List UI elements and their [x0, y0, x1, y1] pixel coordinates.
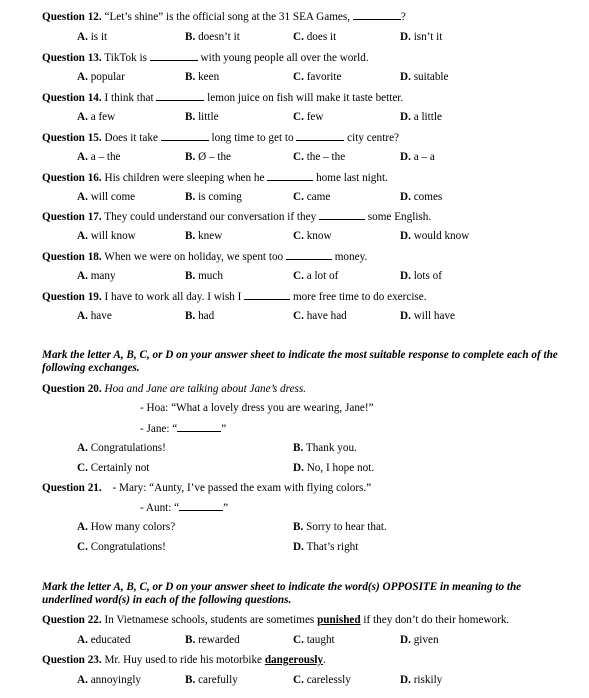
- option-c: C. few: [293, 111, 324, 123]
- question-text: ?: [400, 11, 406, 23]
- question-number: Question 20.: [42, 383, 102, 395]
- answer-blank: [296, 130, 344, 141]
- option-b: B. much: [185, 270, 223, 282]
- question-number: Question 21.: [42, 482, 102, 494]
- question-text: some English.: [364, 211, 432, 223]
- option-b: B. little: [185, 111, 219, 123]
- question-number: Question 17.: [42, 211, 102, 223]
- option-a: A. many: [77, 270, 116, 282]
- question-text: When we were on holiday, we spent too: [104, 251, 286, 263]
- answer-blank: [267, 170, 313, 181]
- underlined-word: dangerously: [264, 654, 324, 666]
- option-c: C. taught: [293, 634, 335, 646]
- question-number: Question 19.: [42, 291, 102, 303]
- option-b: B. had: [185, 310, 215, 322]
- answer-blank: [156, 90, 204, 101]
- option-a: A. have: [77, 310, 112, 322]
- dialogue-line: - Aunt: “ ”: [140, 502, 229, 514]
- question-number: Question 14.: [42, 92, 102, 104]
- question-text: His children were sleeping when he: [104, 172, 268, 184]
- question-13: [42, 50, 369, 65]
- option-a: A. will know: [77, 230, 136, 242]
- option-a: A. educated: [77, 634, 131, 646]
- question-19: [42, 289, 427, 304]
- option-c: C. have had: [293, 310, 347, 322]
- option-b: B. knew: [185, 230, 223, 242]
- option-c: C. carelessly: [293, 674, 351, 686]
- option-c: C. a lot of: [293, 270, 339, 282]
- question-text: if they don’t do their homework.: [360, 614, 510, 626]
- question-text: lemon juice on fish will make it taste better.: [204, 92, 404, 104]
- option-c: C. the – the: [293, 151, 346, 163]
- option-d: D. given: [400, 634, 439, 646]
- option-a: A. will come: [77, 191, 136, 203]
- answer-blank: [179, 500, 223, 511]
- question-18: [42, 249, 367, 264]
- section-instruction: Mark the letter A, B, C, or D on your answer sheet to indicate the most suitable response to complete each of the following exchanges.: [42, 349, 558, 374]
- option-d: D. will have: [400, 310, 456, 322]
- question-number: Question 16.: [42, 172, 102, 184]
- question-text: .: [323, 654, 326, 666]
- question-text: with young people all over the world.: [197, 52, 369, 64]
- option-d: D. lots of: [400, 270, 442, 282]
- option-b: B. carefully: [185, 674, 238, 686]
- option-a: A. How many colors?: [77, 521, 176, 533]
- question-text: home last night.: [313, 172, 388, 184]
- question-number: Question 22.: [42, 614, 102, 626]
- option-a: A. popular: [77, 71, 125, 83]
- question-16: [42, 170, 388, 185]
- option-b: B. doesn’t it: [185, 31, 240, 43]
- option-b: B. rewarded: [185, 634, 240, 646]
- option-d: D. That’s right: [293, 541, 359, 553]
- option-d: D. suitable: [400, 71, 449, 83]
- section-instruction: Mark the letter A, B, C, or D on your answer sheet to indicate the word(s) OPPOSITE in meaning to the underlined word(s) in each of the following questions.: [42, 581, 522, 606]
- option-b: B. keen: [185, 71, 220, 83]
- question-20: [42, 382, 306, 396]
- option-d: D. No, I hope not.: [293, 462, 375, 474]
- answer-blank: [353, 9, 401, 20]
- question-14: [42, 90, 403, 105]
- question-23: [42, 653, 326, 667]
- question-17: [42, 209, 431, 224]
- option-c: C. does it: [293, 31, 337, 43]
- option-a: A. is it: [77, 31, 108, 43]
- option-c: C. Certainly not: [77, 462, 150, 474]
- answer-blank: [286, 249, 332, 260]
- question-12: [42, 9, 406, 24]
- option-b: B. Thank you.: [293, 442, 357, 454]
- option-b: B. Sorry to hear that.: [293, 521, 387, 533]
- answer-blank: [244, 289, 290, 300]
- option-d: D. riskily: [400, 674, 443, 686]
- option-d: D. would know: [400, 230, 470, 242]
- option-d: D. comes: [400, 191, 443, 203]
- option-c: C. Congratulations!: [77, 541, 166, 553]
- option-a: A. a few: [77, 111, 116, 123]
- question-text: Does it take: [104, 132, 161, 144]
- answer-blank: [177, 421, 221, 432]
- question-number: Question 18.: [42, 251, 102, 263]
- question-15: [42, 130, 399, 145]
- dialogue-line: - Mary: “Aunty, I’ve passed the exam with flying colors.”: [112, 482, 372, 494]
- underlined-word: punished: [317, 614, 361, 626]
- answer-blank: [161, 130, 209, 141]
- question-text: I think that: [104, 92, 157, 104]
- question-text: TikTok is: [104, 52, 150, 64]
- question-text: “Let’s shine” is the official song at the 31 SEA Games,: [104, 11, 353, 23]
- option-a: A. Congratulations!: [77, 442, 166, 454]
- question-text: I have to work all day. I wish I: [104, 291, 245, 303]
- option-d: D. isn’t it: [400, 31, 443, 43]
- question-text: money.: [331, 251, 368, 263]
- question-number: Question 12.: [42, 11, 102, 23]
- option-c: C. came: [293, 191, 331, 203]
- question-number: Question 15.: [42, 132, 102, 144]
- question-number: Question 23.: [42, 654, 102, 666]
- question-text: more free time to do exercise.: [290, 291, 427, 303]
- option-a: A. a – the: [77, 151, 121, 163]
- question-text: Hoa and Jane are talking about Jane’s dress.: [104, 383, 307, 395]
- question-text: long time to get to: [208, 132, 297, 144]
- option-c: C. know: [293, 230, 332, 242]
- answer-blank: [319, 209, 365, 220]
- option-d: D. a little: [400, 111, 442, 123]
- option-b: B. is coming: [185, 191, 242, 203]
- option-d: D. a – a: [400, 151, 435, 163]
- answer-blank: [150, 50, 198, 61]
- question-text: Mr. Huy used to ride his motorbike: [104, 654, 265, 666]
- dialogue-line: - Hoa: “What a lovely dress you are wearing, Jane!”: [140, 402, 374, 414]
- question-text: In Vietnamese schools, students are sometimes: [104, 614, 318, 626]
- option-b: B. Ø – the: [185, 151, 231, 163]
- question-number: Question 13.: [42, 52, 102, 64]
- question-21: [42, 481, 371, 495]
- question-text: city centre?: [344, 132, 400, 144]
- dialogue-line: - Jane: “ ”: [140, 423, 227, 435]
- question-22: [42, 613, 509, 627]
- option-c: C. favorite: [293, 71, 342, 83]
- option-a: A. annoyingly: [77, 674, 142, 686]
- question-text: They could understand our conversation if they: [104, 211, 319, 223]
